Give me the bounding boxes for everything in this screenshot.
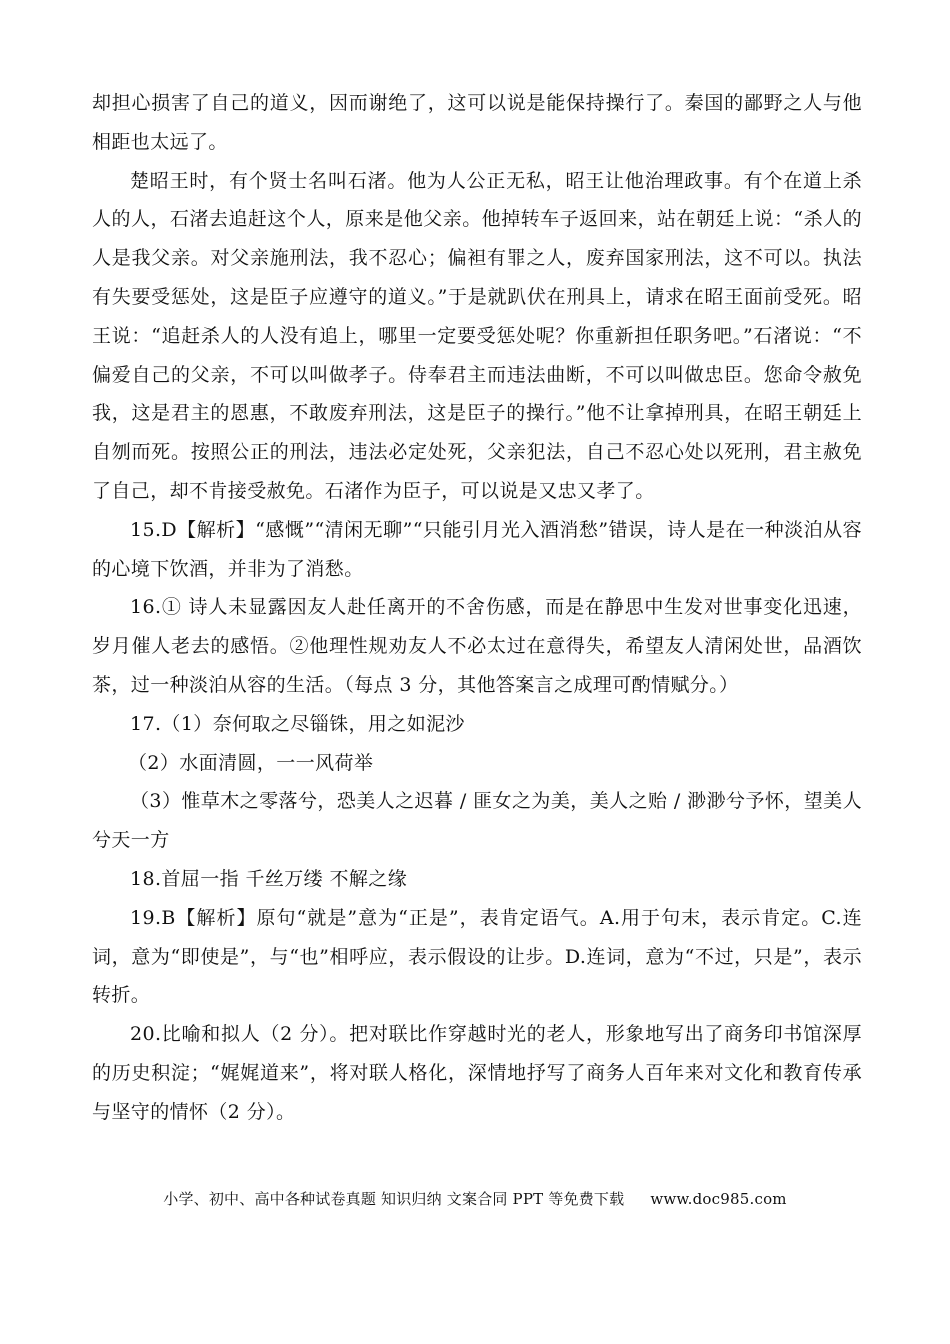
answer-17-2: （2）水面清圆，一一风荷举 [128, 751, 374, 774]
document-body [92, 84, 862, 1132]
answer-20: 20.比喻和拟人（2 分）。把对联比作穿越时光的老人，形象地写出了商务印书馆深厚的历史积淀；“娓娓道来”，将对联人格化，深情地抒写了商务人百年来对文化和教育传承与坚守的情怀（2 分）。 [92, 1023, 862, 1123]
footer-description: 小学、初中、高中各种试卷真题 知识归纳 文案合同 PPT 等免费下载 [163, 1190, 625, 1208]
answer-17-1: 17.（1）奈何取之尽锱铢，用之如泥沙 [130, 712, 465, 735]
page-footer [0, 1188, 950, 1209]
answer-15: 15.D【解析】“感慨”“清闲无聊”“只能引月光入酒消愁”错误，诗人是在一种淡泊从容的心境下饮酒，并非为了消愁。 [92, 518, 862, 580]
answer-16: 16.① 诗人未显露因友人赴任离开的不舍伤感，而是在静思中生发对世事变化迅速，岁月催人老去的感悟。②他理性规劝友人不必太过在意得失，希望友人清闲处世，品酒饮茶，过一种淡泊从容的生活。（每点 3 分，其他答案言之成理可酌情赋分。） [92, 596, 862, 696]
answer-18: 18.首屈一指 千丝万缕 不解之缘 [130, 867, 408, 890]
paragraph-translation-continued: 却担心损害了自己的道义，因而谢绝了，这可以说是能保持操行了。秦国的鄙野之人与他相距也太远了。 [92, 92, 862, 153]
answer-17-3: （3）惟草木之零落兮，恐美人之迟暮 / 匪女之为美，美人之贻 / 渺渺兮予怀，望美人兮天一方 [92, 790, 862, 852]
paragraph-translation-shizhu: 楚昭王时，有个贤士名叫石渚。他为人公正无私，昭王让他治理政事。有个在道上杀人的人，石渚去追赶这个人，原来是他父亲。他掉转车子返回来，站在朝廷上说：“杀人的人是我父亲。对父亲施刑法，我不忍心；偏袒有罪之人，废弃国家刑法，这不可以。执法有失要受惩处，这是臣子应遵守的道义。”于是就趴伏在刑具上，请求在昭王面前受死。昭王说：“追赶杀人的人没有追上，哪里一定要受惩处呢？你重新担任职务吧。”石渚说：“不偏爱自己的父亲，不可以叫做孝子。侍奉君主而违法曲断，不可以叫做忠臣。您命令赦免我，这是君主的恩惠，不敢废弃刑法，这是臣子的操行。”他不让拿掉刑具，在昭王朝廷上自刎而死。按照公正的刑法，违法必定处死，父亲犯法，自己不忍心处以死刑，君主赦免了自己，却不肯接受赦免。石渚作为臣子，可以说是又忠又孝了。 [92, 169, 862, 502]
answer-19: 19.B【解析】原句“就是”意为“正是”，表肯定语气。A.用于句末，表示肯定。C.连词，意为“即使是”，与“也”相呼应，表示假设的让步。D.连词，意为“不过，只是”，表示转折。 [92, 906, 862, 1007]
footer-website-link[interactable]: www.doc985.com [650, 1190, 787, 1208]
